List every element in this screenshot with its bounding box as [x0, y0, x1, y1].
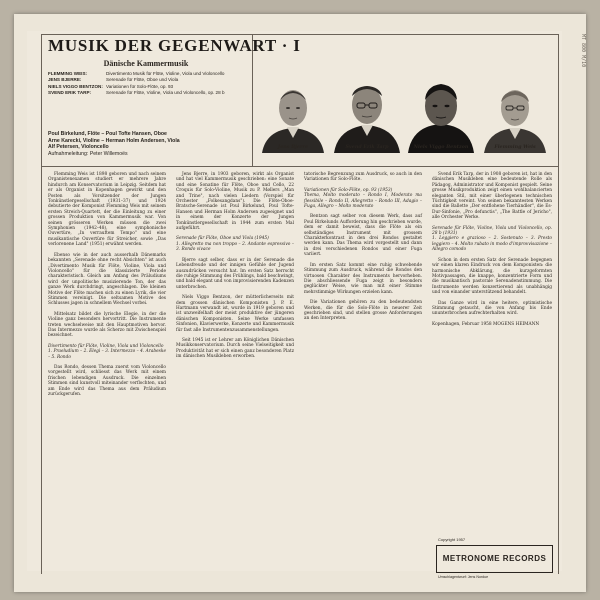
composer-name: FLEMMING WEIS:	[48, 71, 88, 76]
paragraph: Das Rondo, dessen Thema zuerst vom Violoncello vorgestellt wird, schliesst das Werk mit einem frischen lebendigen Ausdruck. Die einzelnen Stimmen sind kunstvoll miteinander verflochten, und am Ende wird das Thema aus dem Präludium zurückgerufen.	[48, 365, 166, 398]
cover-credit: Umschlagentwurf: Jens Nordue	[438, 575, 489, 579]
record-label-logo	[436, 545, 553, 573]
paragraph: Ebenso wie in der auch ausserhalb Dänemarks bekannten „Serenade ohne recht Absichten" ist auch „Divertimento Musik für Flöte, Violine, Viola und Violoncello" für die klassizierte Periode charakteristisch. Gleich am Anfang des Präludiums wird der unpolitische musizierende Ton, der das ganze Werk durchdringt, angeschlagen. Die kleinen Motive der Flöte machen sich zu einen Lyrik, die vier Stimmen vereinigt. Die seltsamen Motive des Schlusses jagen in schnellem Wechsel vorbei.	[48, 252, 166, 307]
catalog-code: MT 800 M/10	[580, 34, 586, 68]
divider	[41, 166, 559, 167]
page-title: MUSIK DER GEGENWART · I	[48, 36, 301, 55]
divider	[41, 34, 42, 574]
paragraph: Serenade für Flöte, Violine, Viola und Violoncello, op. 28 b (1931)	[432, 225, 552, 237]
portrait-caption: Flemming Weis	[494, 144, 536, 150]
paragraph: tatorische Begrenzung zum Ausdruck, so auch in den Variationen für Solo-Flöte.	[304, 172, 422, 183]
portrait-caption: Niels Viggo Bentzon	[413, 144, 469, 150]
paragraph: Serenade für Flöte, Oboe und Viola (1945)	[176, 236, 269, 242]
paragraph: Bentzon sagt selber von diesem Werk, dass auf Poul Birkelunds Aufforderung hin geschrieben wurde, dem er damit beweist, dass die Flöte als ein selbständiges Instrument mit grossem Charakterkontrast in den drei Rondos gestaltet werden kann. Das Thema wird vorgestellt und dann in drei verschiedenen Rondos und einer Fuga variiert.	[304, 214, 422, 258]
paragraph: 1. Allegretto ma non troppo – 2. Andante espressivo – 3. Rondo vivace	[176, 241, 294, 253]
work-description: Serenade für Flöte, Violine, Viola und Violoncello, op. 28 b	[106, 90, 225, 96]
paragraph: Schon in dem ersten Satz der Serenade begegnen wir einen klaren Eindruck von dem Komponisten: die harmonische Abklärung, die kurzgeformten Motivpassagen, die knappe, konzentrierte Form und die musikantisch pastorale Serenadenstimmung. Die Instrumente werden konzertierend als unabhängig und von einander unterstützend behandelt.	[432, 257, 552, 296]
paragraph: Bjerre sagt selber, dass er in der Serenade die Lebensfreude und der innigen Gefühle der Jugend auszudrücken versucht hat. Im ersten Satz herrscht die ruhige Stimmung des Frühlings, bald beschwingt, und bald elegant und von improvisierenden Kadenzen unterbrochen.	[176, 257, 294, 290]
performer-line: Alf Petersen, Violoncello	[48, 144, 109, 150]
paragraph: Kopenhagen, Februar 1958 MOGENS HEIMANN	[432, 321, 540, 327]
producer-line: Aufnahmeleitung: Peter Willemoës	[48, 150, 128, 157]
text-column	[48, 172, 166, 397]
composer-name: SVEND ERIK TARP:	[48, 90, 92, 96]
page-subtitle: Dänische Kammermusik	[103, 59, 189, 68]
portrait-photo	[330, 78, 404, 153]
divider	[558, 34, 559, 574]
paragraph: 1. Praeludium – 2. Elegi – 3. Intermezzo – 4. Arabeske – 5. Rondo	[48, 349, 166, 360]
paragraph: Jens Bjerre, in 1903 geboren, wirkt als Organist und hat viel Kammermusik geschrieben: eine Sonate und eine Sonatine für Flöte, Oboe und Cello, 22 Croquis für Solo-Violine, Musik zu P. Møllers „Man and Trine", nach vielen Liedern (Vorspiel für Orchester „Folkesangdans"). Die Flöte-Oboe-Bratsche-Serenade ist Poul Birkelund, Poul Tofte-Hansen und Herman Holm Andersen zugeeignet und in einem der Konzerte der Jungen Tonkünstlergesellschaft in 1944 zum ersten Mal aufgeführt.	[176, 172, 294, 232]
portrait-photo	[404, 78, 478, 153]
copyright-text: Copyright 1957	[438, 537, 466, 542]
performer-line: Poul Birkelund, Flöte – Poul Tofte Hansen, Oboe	[48, 131, 167, 137]
paragraph: Svend Erik Tarp, der in 1908 geboren ist, hat in den dänischen Musikleben eine bedeutende Rolle als Pädagog, Administrator und Komponist gespielt. Seine grosse Musikproduktion zeigt einen wohlbalancierten eleganten Stil, mit einer überlegenen technischen Tüchtigkeit vereint. Von seinen bekanntesten Werken sind die Ballette „Der entflohene Tierhändler", die Es-Dur-Sinfonie, „Pro defunctis", „The Battle of Jericho", alle Orchester Werke.	[432, 172, 552, 221]
paragraph: Das Ganze wird in eine heitere, optimistische Stimmung getaucht, die von Anfang bis Ende ununterbrochen aufrechterhalten wird.	[432, 300, 552, 317]
paragraph: 1. Leggiero e grazioso – 2. Sostenuto – 3. Presto leggiero – 4. Molto rubato in modo d'improvvisazione – Allegro comodo	[432, 236, 552, 253]
composer-name: NIELS VIGGO BENTZON:	[48, 83, 103, 89]
performers-list	[48, 131, 248, 157]
paragraph: Seit 1945 ist er Lehrer am Königlichen Dänischen Musikkonservatorium. Durch seine Vielseitigkeit und Produktivität hat er sich einen ganz besonderen Platz im dänischen Musikleben erworben.	[176, 337, 294, 360]
work-description: Variationen für Solo-Flöte, op. 93	[106, 83, 174, 89]
works-list	[48, 71, 248, 97]
label-name: METRONOME RECORDS	[442, 554, 547, 563]
portrait-photo	[256, 78, 330, 153]
paragraph: Die Variationen gehören zu den bedeutendsten Werken, die für die Solo-Flöte in neuerer Zeit geschrieben sind, und stellen grosse Anforderungen an den Interpreten.	[304, 300, 422, 322]
paragraph: Im ersten Satz kommt eine ruhig schwebende Stimmung zum Ausdruck, während die Rondos den virtuosen Charakter des Instruments hervorheben. Die abschliessende Fuga zeigt in besonders geglückter Weise, wie man mit einer Stimme mehrstimmige Wirkungen erzielen kann.	[304, 262, 422, 295]
text-column	[176, 172, 294, 360]
composer-name: JENS BJERRE:	[48, 77, 82, 83]
paragraph: Flemming Weis ist 1898 geboren und nach seinem Organistenexamen studiert er mehrere Jahre hindurch am Konservatorium in Leipzig. Seitdem hat er als Organist in Kopenhagen gewirkt und den Posten als Vorsitzender der Jungen Tonkünstlergesellschaft (1931–37) und 1924 debutierte der Komponist Flemming Weis mit seinem ersten Streich-Quartett, der die Einleitung zu einer grossen Produktion von Kammermusik war. Von seinen grösseren Werken müssen die zwei Symphonien (1942–48), eine symphonische Ouvertüre, „In verrauftem Tempo" und eine musikantische Ouvertüre für Streicher, sowie „Das verlorenene Land" (1951) erwähnt werden.	[48, 172, 166, 248]
portrait-caption: Svend Erik Tarp	[345, 144, 389, 150]
paragraph: Niels Viggo Bentzon, der mütterlicherseits mit dem grossen dänischen Komponisten J. P. E. Hartmann verwandt ist, wurde in 1919 geboren und ist unzweifelhaft der meist produktive der jüngeren dänischen Komponisten. Seine Werke umfassen Sinfonien, Klavierwerke, Konzerte und Kammermusik für fast alle Instrumentenzusammenstellungen.	[176, 295, 294, 333]
divider	[41, 34, 559, 35]
work-item	[48, 90, 248, 96]
portrait-photo	[478, 78, 552, 153]
performer-line: Arne Karecki, Violine – Herman Holm Andersen, Viola	[48, 137, 180, 144]
paragraph: Divertimento für Flöte, Violine, Viola und Violoncello	[48, 343, 164, 349]
work-description: Serenade für Flöte, Oboe und Viola	[106, 77, 179, 83]
text-column	[304, 172, 422, 322]
composer-portraits	[256, 78, 553, 153]
paragraph: Variationen für Solo-Flöte, op. 93 (1953)	[304, 187, 393, 193]
portrait-caption: Jens Bjerre	[277, 144, 309, 150]
paragraph: Thema, Molto moderato – Rondo I, Moderato ma flessibile – Rondo II, Allegretto – Rondo III, Adagio – Fuga, Allegro – Molto moderato	[304, 193, 422, 210]
text-column	[432, 172, 552, 532]
work-description: Divertimento Musik für Flöte, Violine, Viola und Violoncello	[106, 71, 225, 76]
paragraph: Mittelsatz bildet die lyrische Elegie, in der die Violine ganz besonders hervortritt. Die Instrumente treten wechselweise mit den Hauptmotiven hervor. Das Intermezzo wurde als Scherzo mit Zwischenspiel bezeichnet.	[48, 311, 166, 339]
